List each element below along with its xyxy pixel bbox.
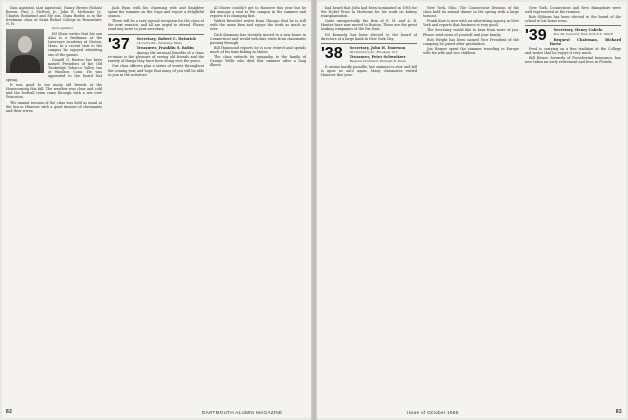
column-text: Bill Hammond reports he is now retired and spends much of his time fishing in Maine.	[210, 45, 306, 54]
page-number: 83	[615, 409, 622, 415]
column-text: Jim Harper spent the summer traveling in Europe with his wife and two children.	[423, 46, 519, 55]
column-text: Frank Kerr is now with an advertising agency in New York and reports that business is very good.	[423, 19, 519, 28]
left-page-footer	[6, 409, 12, 415]
column-text: Quite unexpectedly, the firm of E. H. and A. B. Hunter have now moved to Boston. These are the great trading companies of the Far East.	[321, 19, 417, 32]
right-column-1	[321, 6, 417, 78]
column-text: The class extends its sympathy to the family of George Wells who died this summer after a long illness.	[210, 55, 306, 68]
column-text: The annual reunion of the class was held as usual at the Inn in Hanover with a good turnout of classmates and their wives.	[6, 100, 102, 113]
class-year-heading: '38	[321, 44, 343, 62]
bequest-chairman: Bequest Chairman, Richard Hartz	[549, 37, 621, 46]
column-text: Sam Agatston (Ant Agatston), Nancy Brown (Nolan) Brown, Paul J. McEvoy Jr., John B. McKenzie Jr., Charles Rodarmel and My son, Dana Butler, is in the freshman class at Saint Rafael College in Rensselaer, N. H.	[6, 6, 102, 27]
column-text: Fred is carrying on a fine tradition at the College and writes that he enjoys it very much.	[525, 46, 621, 56]
column-text: Walter Benedict writes from Chicago that he is still with the same firm and enjoys the work as much as ever.	[210, 19, 306, 32]
portrait-face	[18, 36, 32, 53]
right-page	[317, 2, 626, 418]
left-column-2	[108, 6, 204, 78]
magazine-title: DARTMOUTH ALUMNI MAGAZINE	[202, 410, 283, 415]
class-year-heading: '37	[108, 35, 130, 53]
section-divider	[321, 43, 417, 44]
left-page	[2, 2, 311, 418]
class-section-header	[321, 46, 417, 60]
portrait-photo	[6, 29, 44, 73]
column-text: Bob Gibbons has been elected to the board of the school in his home town.	[525, 15, 621, 24]
section-divider	[525, 25, 621, 26]
portrait-shoulders	[10, 55, 40, 73]
left-column-3	[210, 6, 306, 68]
left-column-1	[6, 6, 102, 114]
page-number: 82	[6, 409, 13, 415]
column-text: New York, Connecticut and New Hampshire were well represented at the reunion.	[525, 6, 621, 15]
column-text: Our class officers plan a series of events throughout the coming year and hope that many of you will be able to join in the activities.	[108, 64, 204, 77]
right-column-3	[525, 6, 621, 65]
column-text: Bill Heiser, formerly of Providential Insurance, has now taken an early retirement and lives in Florida.	[525, 56, 621, 65]
secretary-name: Secretary, Robert C. Heinrick	[136, 36, 196, 41]
bequest-chairman: Bequest Chairman, Rudolph B. Dunn	[349, 59, 406, 64]
secretary-name: Secretary, John H. Emerson	[349, 45, 406, 50]
right-footer-title	[407, 410, 459, 415]
treasurer-name: Treasurer, Franklin S. Robin	[136, 46, 194, 51]
column-text: Dick Simmons has recently moved to a new home in Connecticut and would welcome visits from classmates passing through.	[210, 32, 306, 45]
column-text: Among the unusual benefits of a class re-union is the pleasure of seeing old friends and the variety of things they have been doing over the years.	[108, 51, 204, 64]
column-text: It seems hardly possible, but summer is over and fall is upon us once again. Many classmates visited Hanover this year.	[321, 64, 417, 78]
issue-date: Issue of October 1966	[407, 410, 459, 415]
column-text: There will be a very special reception for the class at the next reunion, and all are urged to attend. Please send any news to your secretary.	[108, 19, 204, 32]
class-section-header	[108, 37, 204, 51]
column-text: had heard that John had been nominated in 1965 for the Nobel Prize in Medicine for his work on kidney transplantation.	[321, 6, 417, 19]
column-text: New York, Ohio. The Connecticut Division of the class held its annual dinner in the spring with a large turnout.	[423, 6, 519, 19]
secretary-name: Secretary, Henry Cohelo	[553, 28, 603, 33]
column-text: Donald G. Barton has been named President of the Old Tunbridge Tobacco Valley Inn at Windsor, Conn. He was appointed to the board last spring.	[6, 57, 102, 83]
left-footer-title	[202, 410, 282, 415]
column-text: Ed Kennedy has been elected to the board of directors of a large bank in New York City.	[321, 32, 417, 41]
section-divider	[108, 34, 204, 35]
column-text: The Secretary would like to hear from more of you. Please send news of yourself and your family.	[423, 28, 519, 37]
column-text: Al Moore couldn't get to Hanover this year but he did manage a visit to the campus in the summer and reports it is changing fast.	[210, 6, 306, 19]
secretary-address: 38 Gramercy St., Brooklyn, N.Y.	[349, 49, 399, 54]
column-text: Bob Wright has been named Vice President of the company he joined after graduation.	[423, 37, 519, 46]
class-year-heading: '39	[525, 27, 547, 45]
secretary-address: Box 28, Concord, New York N.Y. 10019	[553, 32, 613, 37]
right-column-2	[423, 6, 519, 56]
column-text: Ed Shaw writes that his son Alan is a freshman at the Lawrence Academy at Groton, Mass. In a recent visit to the campus he enjoyed attending one of the games.	[48, 32, 102, 57]
right-page-footer	[616, 409, 622, 415]
column-text: It was good to see many old friends at the Homecoming this fall. The weather was clear and cold and the football team came through with a win over Princeton.	[6, 83, 102, 100]
class-section-header	[525, 28, 621, 46]
column-text: Jack Ryan with his charming wife and daughter spent the summer on the Cape and report a delightful season.	[108, 6, 204, 19]
photo-caption: Sam Agatston	[52, 26, 74, 31]
secretary-address: 14 Curry Rd., Wellesley, Mass.	[136, 40, 183, 45]
treasurer-name: Treasurer, Peter Schweitzer	[349, 55, 406, 60]
